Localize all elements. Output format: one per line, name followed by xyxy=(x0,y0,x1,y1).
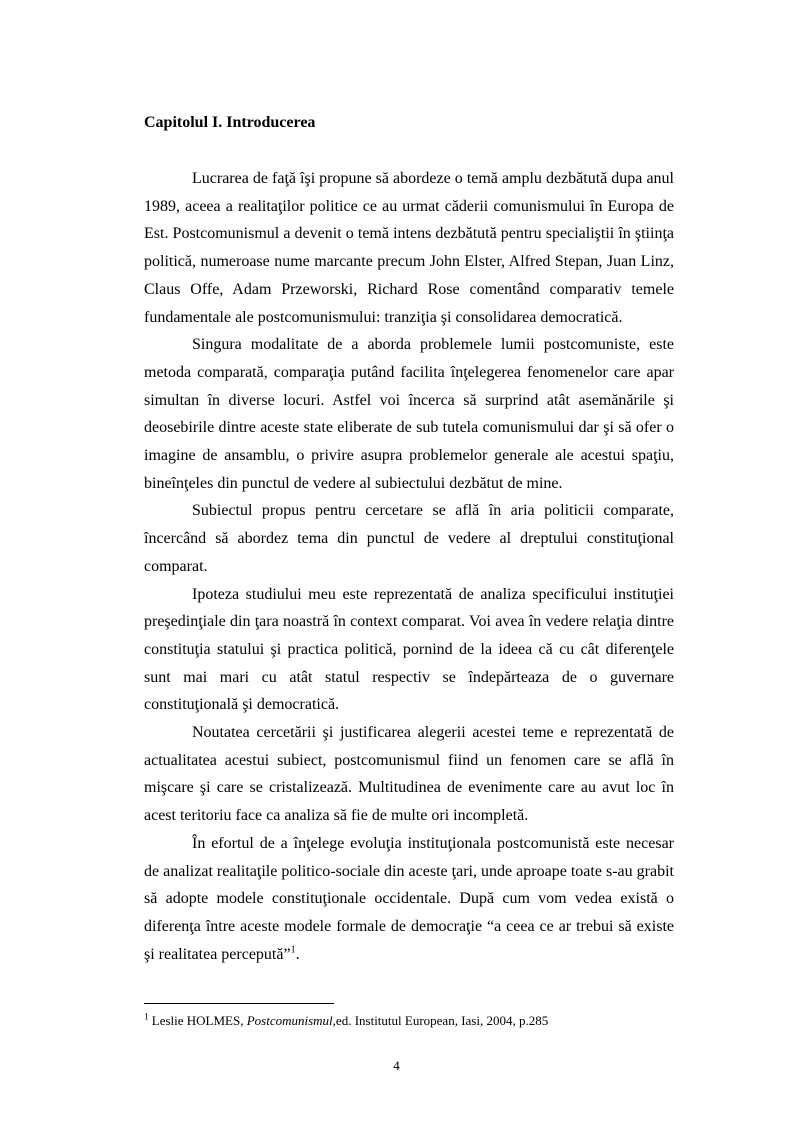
footnote-reference[interactable]: 1 xyxy=(290,944,296,956)
body-text xyxy=(144,165,674,968)
page-number: 4 xyxy=(393,1058,400,1073)
paragraph-3: Subiectul propus pentru cercetare se află în aria politicii comparate, încercând să abordez tema din punctul de vedere al dreptului constituţional comparat. xyxy=(144,502,674,575)
paragraph-5: Noutatea cercetării şi justificarea alegerii acestei teme e reprezentată de actualitatea acestui subiect, postcomunismul fiind un fenomen care se află în mişcare şi care se cristalizează. Multitudinea de evenimente care au avut loc în acest teritoriu face ca analiza să fie de multe ori incompletă. xyxy=(144,724,674,825)
footnote-details: ,ed. Institutul European, Iasi, 2004, p.285 xyxy=(332,1013,549,1028)
footnote-number: 1 xyxy=(144,1011,149,1022)
paragraph-6 xyxy=(144,830,674,969)
paragraph-6-text: În efortul de a înţelege evoluţia instituţionala postcomunistă este necesar de analizat realitaţile politico-sociale din aceste ţari, unde aproape toate s-au grabit să adopte modele constituţionale occidentale. După cum vom vedea există o diferenţa între aceste modele formale de democraţie “a ceea ce ar trebui să existe şi realitatea percepută” xyxy=(144,834,674,963)
chapter-title: Capitolul I. Introducerea xyxy=(144,114,316,131)
footnote-title: Postcomunismul xyxy=(246,1013,333,1028)
paragraph-1: Lucrarea de faţă îşi propune să abordeze o temă amplu dezbătută dupa anul 1989, aceea a realitaţilor politice ce au urmat căderii comunismului în Europa de Est. Postcomunismul a devenit o temă intens dezbătută pentru specialiştii în ştiinţa politică, numeroase nume marcante precum John Elster, Alfred Stepan, Juan Linz, Claus Offe, Adam Przeworski, Richard Rose comentând comparativ temele fundamentale ale postcomunismului: tranziţia şi consolidarea democratică. xyxy=(144,170,674,326)
paragraph-4: Ipoteza studiului meu este reprezentată de analiza specificului instituţiei preşedinţiale din ţara noastră în context comparat. Voi avea în vedere relaţia dintre constituţia statului şi practica politică, pornind de la ideea că cu cât diferenţele sunt mai mari cu atât statul respectiv se îndepărteaza de o guvernare constituţională şi democratică. xyxy=(144,585,674,714)
footnote xyxy=(144,1012,674,1030)
paragraph-2: Singura modalitate de a aborda problemele lumii postcomuniste, este metoda comparată, comparaţia putând facilita înţelegerea fenomenelor care apar simultan în diverse locuri. Astfel voi încerca să surprind atât asemănările şi deosebirile dintre aceste state eliberate de sub tutela comunismului dar şi să ofer o imagine de ansamblu, o privire asupra problemelor generale ale acestui spaţiu, bineînţeles din punctul de vedere al subiectului dezbătut de mine. xyxy=(144,336,674,492)
footnote-separator xyxy=(144,1003,334,1004)
footnote-author: Leslie HOLMES, xyxy=(151,1013,247,1028)
paragraph-6-end: . xyxy=(295,945,300,963)
